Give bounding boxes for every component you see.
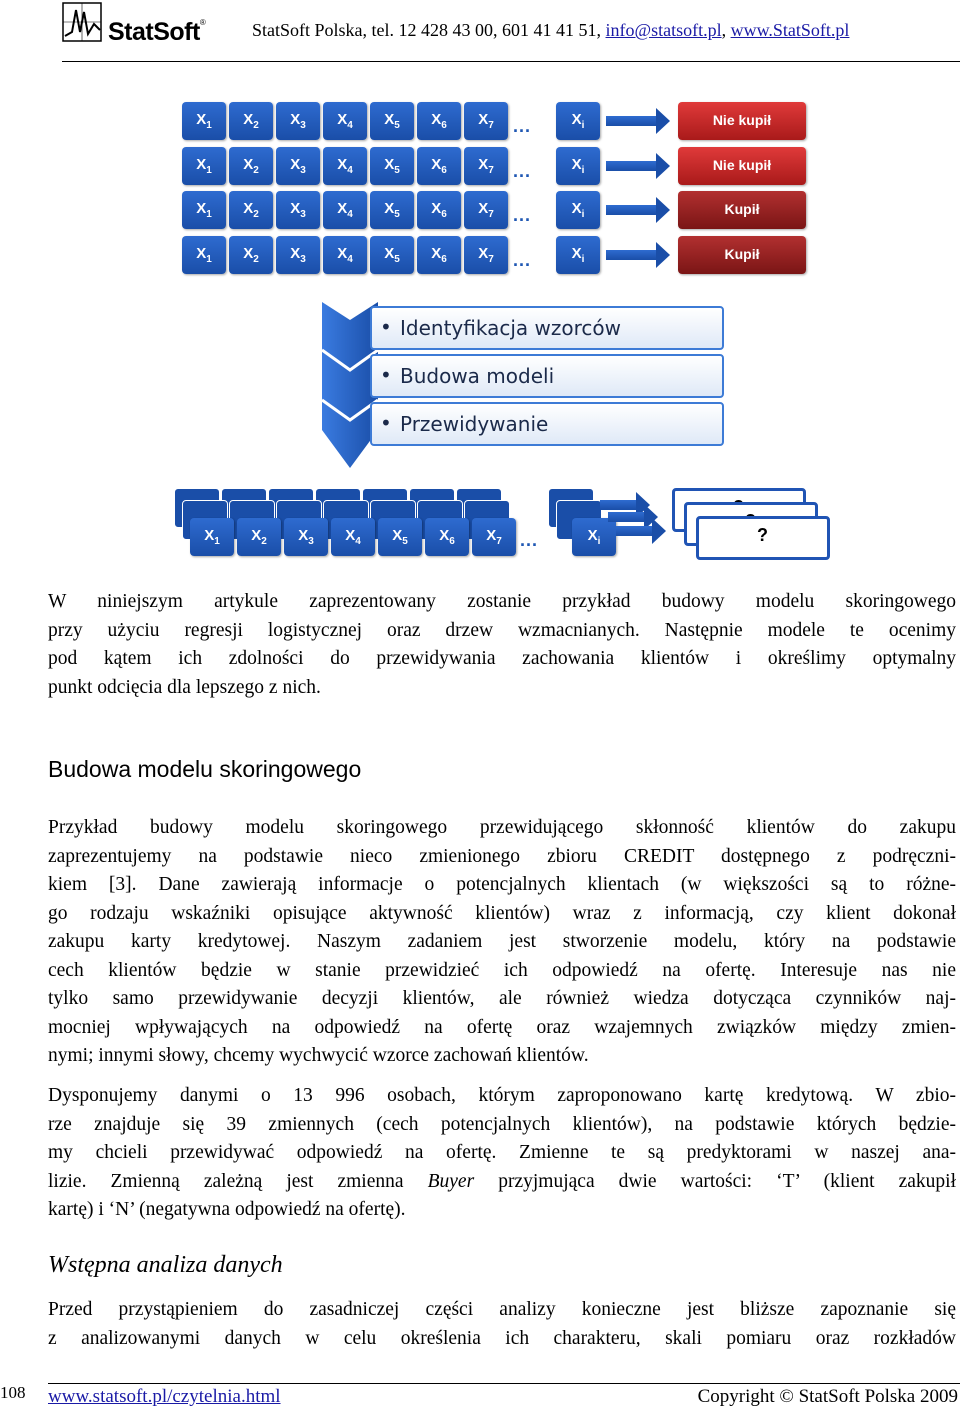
statsoft-logo-text: StatSoft® xyxy=(108,18,206,46)
right-arrow-icon xyxy=(606,205,656,215)
right-arrow-icon xyxy=(606,250,656,260)
variable-cell: $X_6$ xyxy=(417,191,461,229)
variable-cell: $X_6$ xyxy=(417,102,461,140)
variable-cell: $X_6$ xyxy=(417,236,461,274)
purchase-result: Nie kupił xyxy=(678,147,806,185)
footer-divider xyxy=(48,1383,960,1384)
header-website-link[interactable]: www.StatSoft.pl xyxy=(730,20,850,40)
variable-cell: $X_3$ xyxy=(276,236,320,274)
variable-cell: $X_i$ xyxy=(556,102,600,140)
ellipsis: ... xyxy=(513,161,532,181)
intro-paragraph: W niniejszym artykule zaprezentowany zostanie przykład budowy modelu skoringowego przy użyciu regresji logistycznej oraz drzew wzmacnianych. Następnie modele te ocenimy pod kątem ich zdolności do przewidywania zachowania klientów i określimy optymalny punkt odcięcia dla lepszego z nich. xyxy=(48,591,956,698)
variable-cell: $X_i$ xyxy=(572,518,616,556)
ellipsis: ... xyxy=(520,530,539,550)
paragraph-preliminary: Przed przystąpieniem do zasadniczej części analizy konieczne jest bliższe zapoznanie się z analizowanymi danych w celu określenia ich charakteru, skali pomiaru oraz rozkładów xyxy=(48,1299,956,1349)
variable-cell: $X_i$ xyxy=(556,191,600,229)
variable-cell: $X_4$ xyxy=(323,147,367,185)
variable-cell: $X_1$ xyxy=(182,191,226,229)
footer-copyright: Copyright © StatSoft Polska 2009 xyxy=(697,1386,958,1407)
section-heading-model: Budowa modelu skoringowego xyxy=(48,756,362,782)
variable-cell: $X_1$ xyxy=(182,147,226,185)
variable-cell: $X_4$ xyxy=(323,191,367,229)
variable-cell: $X_7$ xyxy=(464,147,508,185)
variable-cell: $X_5$ xyxy=(378,518,422,556)
step-prediction: • Przewidywanie xyxy=(370,402,724,446)
page-header xyxy=(0,0,960,62)
variable-cell: $X_6$ xyxy=(417,147,461,185)
variable-cell: $X_i$ xyxy=(556,236,600,274)
purchase-result: Nie kupił xyxy=(678,102,806,140)
variable-name-buyer: Buyer xyxy=(427,1170,475,1192)
purchase-result: Kupił xyxy=(678,191,806,229)
ellipsis: ... xyxy=(513,250,532,270)
step-model-building: • Budowa modeli xyxy=(370,354,724,398)
variable-cell: $X_3$ xyxy=(276,102,320,140)
step-pattern-identification: • Identyfikacja wzorców xyxy=(370,306,724,350)
variable-cell: $X_7$ xyxy=(464,191,508,229)
variable-cell: $X_1$ xyxy=(182,236,226,274)
right-arrow-icon xyxy=(608,512,644,522)
variable-cell: $X_2$ xyxy=(229,102,273,140)
variable-cell: $X_4$ xyxy=(331,518,375,556)
variable-cell: $X_2$ xyxy=(237,518,281,556)
page-number: 108 xyxy=(0,1383,26,1402)
variable-cell: $X_3$ xyxy=(284,518,328,556)
variable-cell: $X_5$ xyxy=(370,147,414,185)
variable-cell: $X_7$ xyxy=(464,236,508,274)
purchase-result: Kupił xyxy=(678,236,806,274)
process-steps xyxy=(320,300,730,470)
ellipsis: ... xyxy=(513,205,532,225)
paragraph-data-description: Dysponujemy danymi o 13 996 osobach, którym zaproponowano kartę kredytową. W zbio- rze znajduje się 39 zmiennych (cech potencjalnych klientów), na podstawie których będzie- my chcieli przewidywać odpowiedź na ofertę. Zmienne te są predyktorami w naszej ana- lizie. Zmienną zależną jest zmienna Buyer przyjmująca dwie wartości: ‘T’ (klient zakupił kartę) i ‘N’ (negatywna odpowiedź na ofertę). xyxy=(48,1085,957,1220)
statsoft-logo-icon xyxy=(62,2,104,44)
variable-cell: $X_i$ xyxy=(556,147,600,185)
variable-cell: $X_4$ xyxy=(323,102,367,140)
variable-cell: $X_7$ xyxy=(472,518,516,556)
section-heading-preliminary: Wstępna analiza danych xyxy=(48,1252,283,1278)
variable-cell: $X_3$ xyxy=(276,191,320,229)
variable-cell: $X_4$ xyxy=(323,236,367,274)
ellipsis: ... xyxy=(513,116,532,136)
variable-cell: $X_6$ xyxy=(425,518,469,556)
variable-cell: $X_3$ xyxy=(276,147,320,185)
variable-cell: $X_2$ xyxy=(229,236,273,274)
variable-cell: $X_5$ xyxy=(370,102,414,140)
header-email-link[interactable]: info@statsoft.pl xyxy=(605,20,722,40)
variable-cell: $X_5$ xyxy=(370,191,414,229)
unknown-result: ? xyxy=(696,516,830,560)
variable-cell: $X_2$ xyxy=(229,191,273,229)
footer-link[interactable]: www.statsoft.pl/czytelnia.html xyxy=(48,1386,281,1407)
variable-cell: $X_7$ xyxy=(464,102,508,140)
paragraph-model-description: Przykład budowy modelu skoringowego przewidującego skłonność klientów do zakupu zaprezentujemy na podstawie nieco zmienionego zbioru CREDIT dostępnego z podręczni- kiem [3]. Dane zawierają informacje o potencjalnych klientach (w większości są to różne- go rodzaju wskaźniki opisujące aktywność klientów) wraz z informacją, czy klient dokonał zakupu karty kredytowej. Naszym zadaniem jest stworzenie modelu, który na podstawie cech klientów będzie w stanie przewidzieć ich odpowiedź na ofertę. Interesuje nas nie tylko samo przewidywanie decyzji klientów, ale również wiedza dotycząca czynników naj- mocniej wpływających na odpowiedź na ofertę oraz wzajemnych związków między zmien- nymi; innymi słowy, chcemy wychwycić wzorce zachowań klientów. xyxy=(48,817,956,1066)
right-arrow-icon xyxy=(606,161,656,171)
header-contact: StatSoft Polska, tel. 12 428 43 00, 601 41 41 51, info@statsoft.pl, www.StatSoft.pl xyxy=(252,20,850,40)
right-arrow-icon xyxy=(606,116,656,126)
variable-cell: $X_2$ xyxy=(229,147,273,185)
variable-cell: $X_1$ xyxy=(182,102,226,140)
page-footer xyxy=(48,1386,958,1408)
right-arrow-icon xyxy=(616,526,652,536)
header-divider xyxy=(62,61,960,62)
variable-cell: $X_5$ xyxy=(370,236,414,274)
right-arrow-icon xyxy=(600,500,636,510)
variable-cell: $X_1$ xyxy=(190,518,234,556)
